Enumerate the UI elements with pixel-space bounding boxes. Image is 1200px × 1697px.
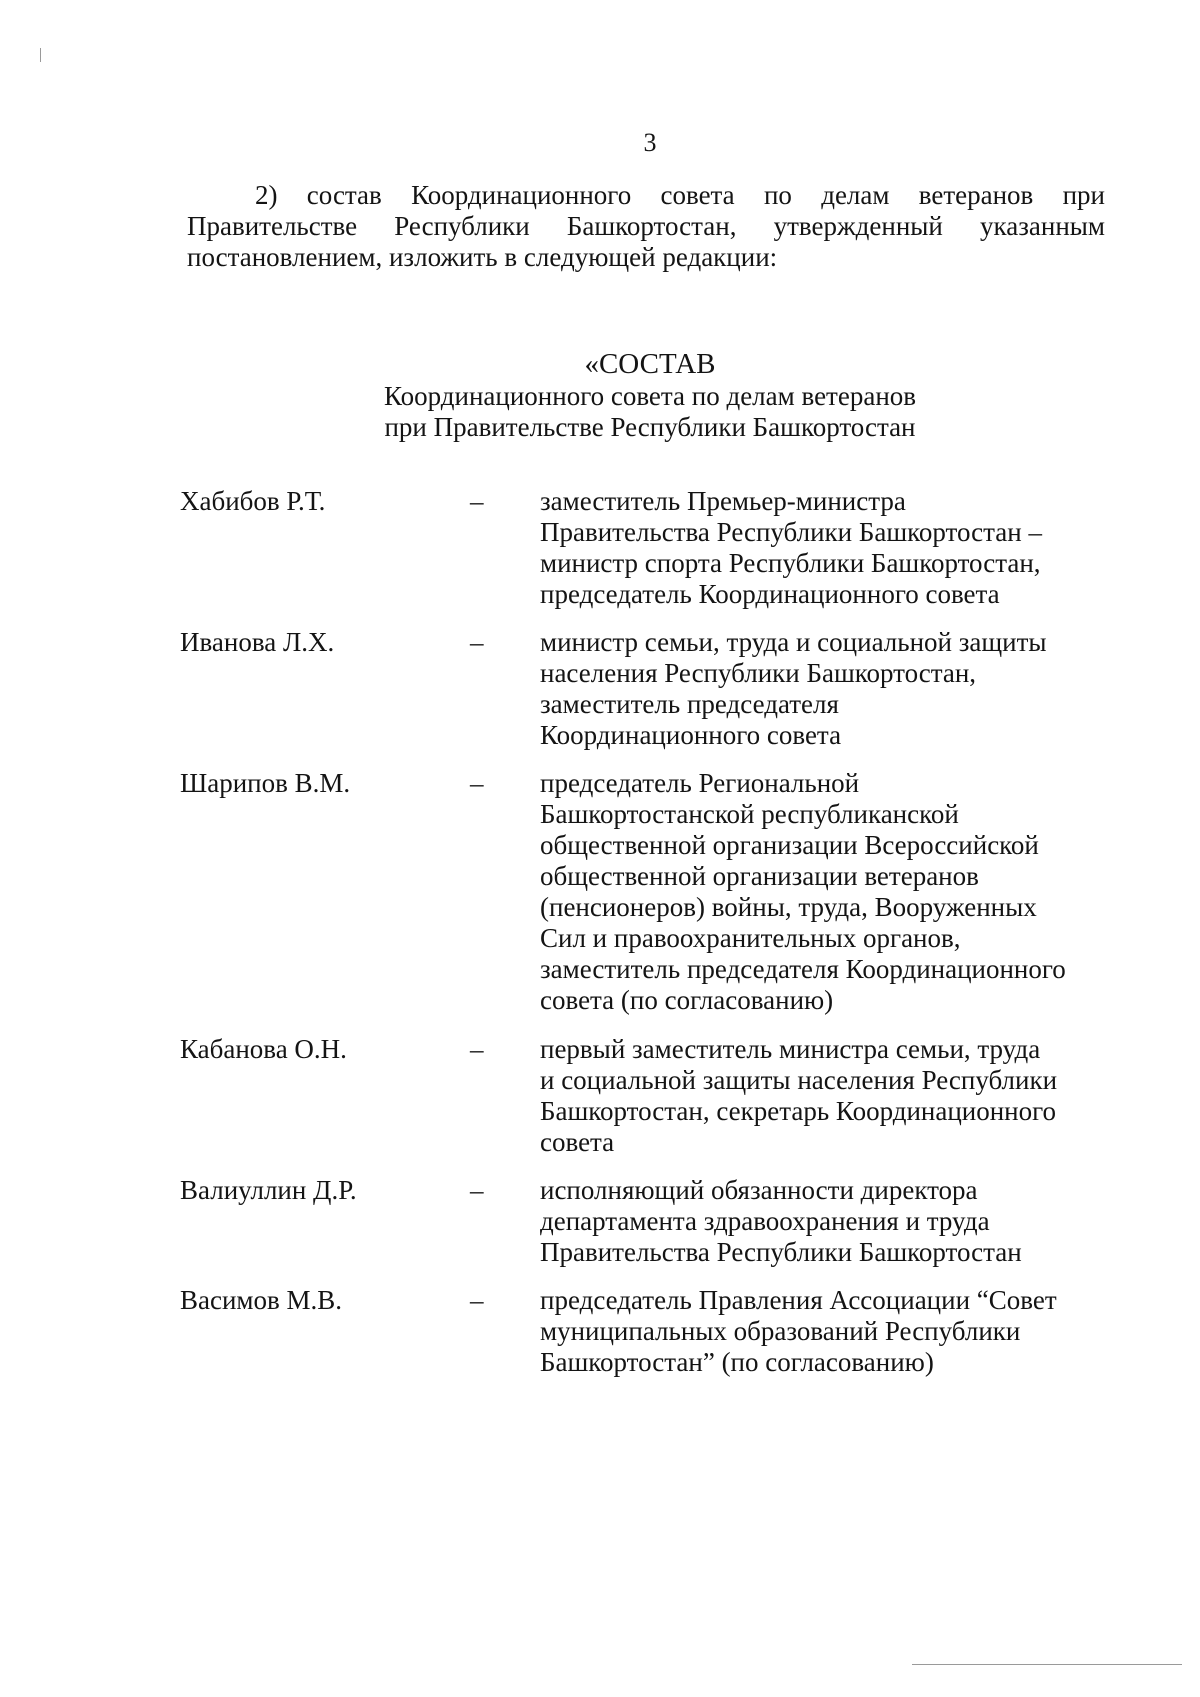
- member-row: [180, 486, 1140, 610]
- member-dash: –: [470, 1175, 484, 1205]
- member-role: председатель Региональной Башкортостанской республиканской общественной организации Всероссийской общественной организации ветеранов (пенсионеров) войны, труда, Вооруженных Сил и правоохранительных органов, заместитель председателя Координационного совета (по согласованию): [540, 768, 1066, 1015]
- member-role: председатель Правления Ассоциации “Совет муниципальных образований Республики Башкортостан” (по согласованию): [540, 1285, 1057, 1377]
- member-dash: –: [470, 768, 484, 798]
- page-number: 3: [643, 128, 657, 157]
- member-dash: –: [470, 1285, 484, 1315]
- member-dash: –: [470, 1034, 484, 1064]
- composition-subtitle-line-2: при Правительстве Республики Башкортостан: [384, 412, 916, 442]
- member-name: Хабибов Р.Т.: [180, 486, 326, 516]
- member-role: первый заместитель министра семьи, труда и социальной защиты населения Республики Башкортостан, секретарь Координационного совета: [540, 1034, 1058, 1157]
- member-row: [180, 1285, 1140, 1378]
- member-name: Валиуллин Д.Р.: [180, 1175, 357, 1205]
- member-name: Васимов М.В.: [180, 1285, 343, 1315]
- member-row: [180, 1175, 1140, 1268]
- member-row: [180, 1034, 1140, 1158]
- member-row: [180, 627, 1140, 751]
- members-list: [180, 486, 1140, 1378]
- scan-speck: [40, 48, 41, 62]
- member-role: заместитель Премьер-министра Правительства Республики Башкортостан – министр спорта Республики Башкортостан, председатель Координационного совета: [540, 486, 1042, 609]
- member-dash: –: [470, 486, 484, 516]
- member-name: Иванова Л.Х.: [180, 627, 335, 657]
- member-name: Кабанова О.Н.: [180, 1034, 347, 1064]
- composition-subtitle-line-1: Координационного совета по делам ветеранов: [383, 381, 917, 411]
- composition-title: «СОСТАВ: [584, 348, 716, 380]
- member-name: Шарипов В.М.: [180, 768, 351, 798]
- composition-heading: [0, 347, 1200, 443]
- member-role: министр семьи, труда и социальной защиты населения Республики Башкортостан, заместитель председателя Координационного совета: [540, 627, 1047, 750]
- scan-line: [912, 1664, 1182, 1665]
- member-dash: –: [470, 627, 484, 657]
- member-role: исполняющий обязанности директора департамента здравоохранения и труда Правительства Республики Башкортостан: [540, 1175, 1022, 1267]
- member-row: [180, 768, 1140, 1016]
- intro-paragraph: 2) состав Координационного совета по делам ветеранов при Правительстве Республики Башкортостан, утвержденный указанным постановлением, изложить в следующей редакции:: [187, 180, 1105, 272]
